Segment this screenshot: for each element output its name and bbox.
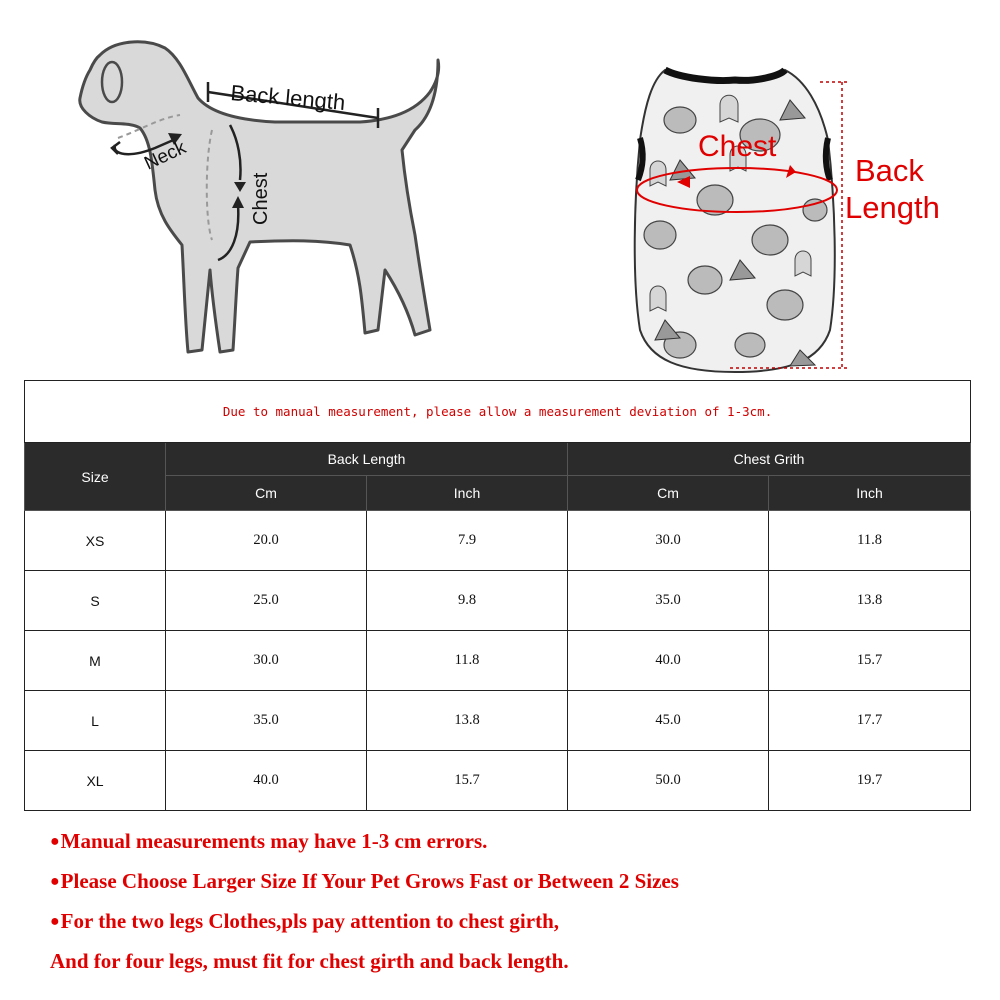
bullet-icon: ●	[50, 873, 60, 890]
size-cell: XL	[25, 751, 166, 811]
chest-cm-cell: 35.0	[568, 571, 769, 631]
size-cell: S	[25, 571, 166, 631]
back-cm-cell: 35.0	[166, 691, 367, 751]
note-line-3: ●For the two legs Clothes,pls pay attention to chest girth,	[50, 909, 560, 933]
note-line-2: ●Please Choose Larger Size If Your Pet Grows Fast or Between 2 Sizes	[50, 869, 679, 893]
chest-cm-header: Cm	[568, 476, 769, 511]
size-cell: L	[25, 691, 166, 751]
dog-measurement-illustration	[60, 30, 480, 375]
size-header: Size	[25, 443, 166, 511]
back-cm-header: Cm	[166, 476, 367, 511]
back-cm-cell: 40.0	[166, 751, 367, 811]
back-length-header: Back Length	[166, 443, 568, 476]
chest-inch-header: Inch	[769, 476, 971, 511]
back-inch-cell: 9.8	[367, 571, 568, 631]
chest-inch-cell: 13.8	[769, 571, 971, 631]
size-cell: XS	[25, 511, 166, 571]
chest-inch-cell: 19.7	[769, 751, 971, 811]
chest-label: Chest	[250, 172, 272, 225]
back-inch-cell: 11.8	[367, 631, 568, 691]
table-row	[25, 571, 971, 631]
table-row	[25, 751, 971, 811]
chest-inch-cell: 15.7	[769, 631, 971, 691]
neck-label: Neck	[141, 137, 190, 175]
bullet-icon: ●	[50, 833, 60, 850]
chest-girth-header: Chest Grith	[568, 443, 971, 476]
shirt-illustration	[620, 60, 990, 380]
back-cm-cell: 30.0	[166, 631, 367, 691]
measurement-deviation-note: Due to manual measurement, please allow a measurement deviation of 1-3cm.	[25, 381, 971, 443]
back-inch-header: Inch	[367, 476, 568, 511]
chest-inch-cell: 17.7	[769, 691, 971, 751]
chest-cm-cell: 45.0	[568, 691, 769, 751]
chest-cm-cell: 50.0	[568, 751, 769, 811]
shirt-length-label: Length	[845, 190, 940, 225]
back-cm-cell: 25.0	[166, 571, 367, 631]
chest-cm-cell: 40.0	[568, 631, 769, 691]
sizing-notes	[50, 826, 970, 986]
note-line-1: ●Manual measurements may have 1-3 cm errors.	[50, 829, 488, 853]
back-cm-cell: 20.0	[166, 511, 367, 571]
note-line-4: And for four legs, must fit for chest girth and back length.	[50, 949, 569, 973]
shirt-back-label: Back	[855, 153, 924, 188]
shirt-chest-label: Chest	[698, 130, 777, 163]
back-inch-cell: 13.8	[367, 691, 568, 751]
dog-ear	[102, 62, 122, 102]
chest-inch-cell: 11.8	[769, 511, 971, 571]
table-row	[25, 631, 971, 691]
table-row	[25, 511, 971, 571]
back-inch-cell: 7.9	[367, 511, 568, 571]
table-row	[25, 691, 971, 751]
size-cell: M	[25, 631, 166, 691]
back-inch-cell: 15.7	[367, 751, 568, 811]
bullet-icon: ●	[50, 913, 60, 930]
chest-cm-cell: 30.0	[568, 511, 769, 571]
back-length-label: Back length	[229, 80, 347, 116]
size-chart-table	[24, 380, 971, 811]
